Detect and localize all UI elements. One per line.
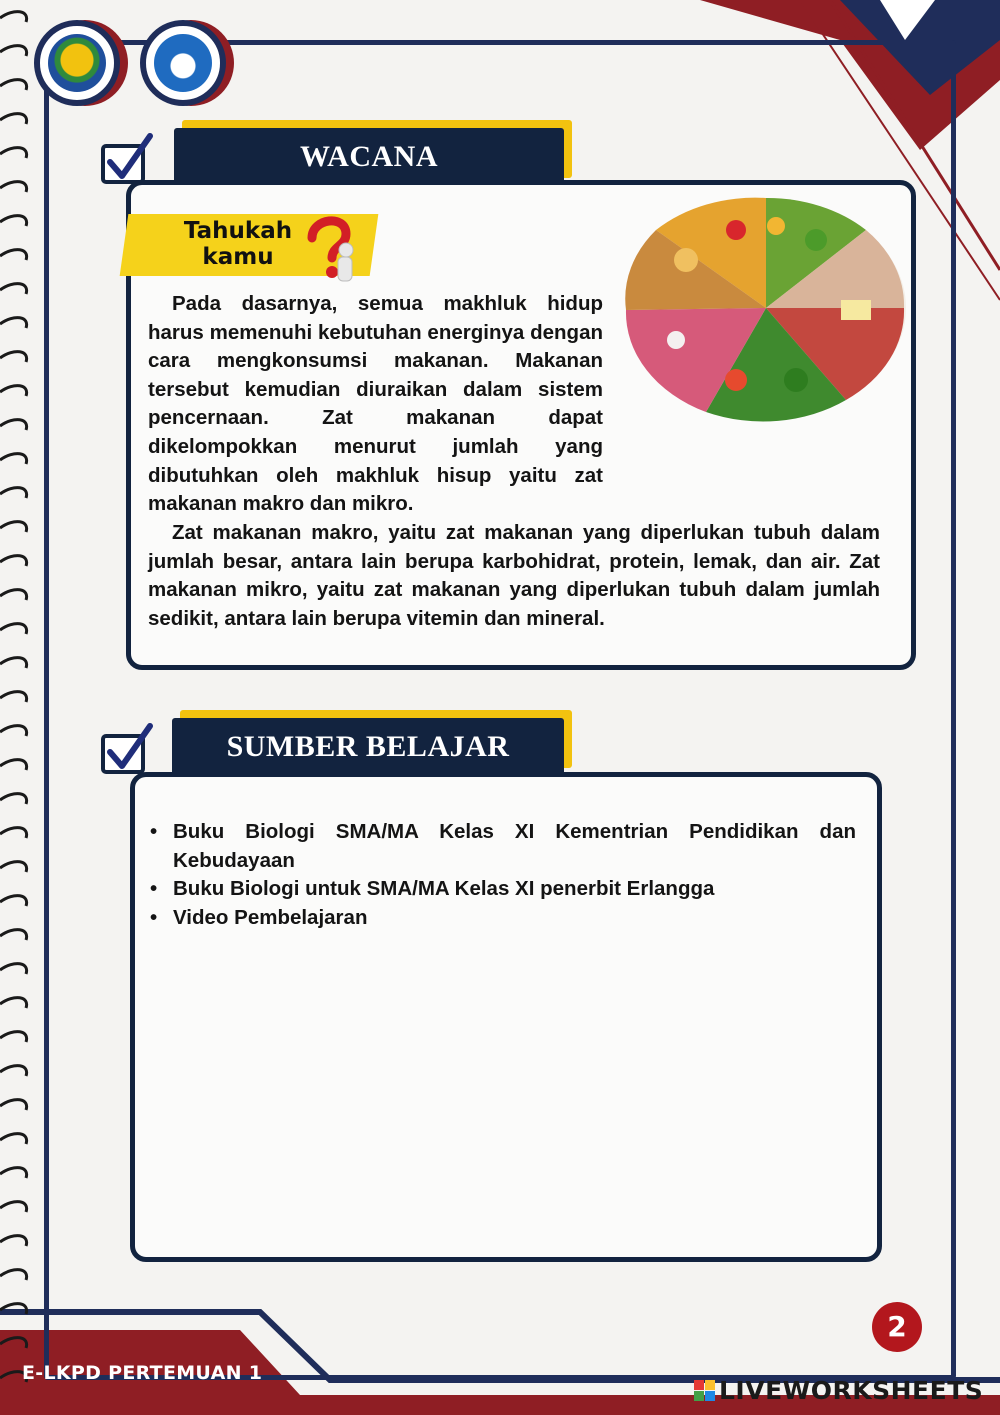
spiral-ring [0,1202,27,1212]
checkbox-icon [100,722,154,776]
paragraph-intro: Pada dasarnya, semua makhluk hidup harus memenuhi kebutuhan energinya dengan cara mengkonsumsi makanan. Makanan tersebut kemudian diuraikan dalam sistem pencernaan. Zat makanan dapat dikelompokkan menurut jumlah yang dibutuhkan oleh makhluk hisup yaitu zat makanan makro dan mikro. [148,292,603,516]
list-item: • Buku Biologi SMA/MA Kelas XI Kementrian Pendidikan dan Kebudayaan [150,820,856,872]
page-number: 2 [872,1302,922,1352]
spiral-ring [0,930,27,940]
spiral-ring [0,590,27,600]
thinking-person-icon [298,208,368,288]
spiral-ring [0,862,27,872]
spiral-ring [0,420,27,430]
spiral-ring [0,1134,27,1144]
spiral-ring [0,1270,27,1280]
spiral-ring [0,488,27,498]
list-item: • Buku Biologi untuk SMA/MA Kelas XI penerbit Erlangga [150,877,715,901]
spiral-ring [0,352,27,362]
spiral-ring [0,896,27,906]
spiral-ring [0,556,27,566]
spiral-ring [0,624,27,634]
spiral-ring [0,12,27,22]
footer-label: E-LKPD PERTEMUAN 1 [22,1362,263,1384]
spiral-ring [0,658,27,668]
school-logo [34,20,120,106]
spiral-ring [0,828,27,838]
spiral-ring [0,1338,27,1348]
spiral-ring [0,1304,27,1314]
list-item: • Video Pembelajaran [150,905,368,929]
liveworksheets-blocks-icon [694,1380,715,1401]
food-groups-image [616,190,908,422]
spiral-ring [0,794,27,804]
spiral-ring [0,1032,27,1042]
spiral-ring [0,318,27,328]
spiral-ring [0,1236,27,1246]
spiral-binding [0,0,40,1415]
liveworksheets-logo[interactable] [694,1372,983,1408]
spiral-ring [0,1100,27,1110]
spiral-ring [0,216,27,226]
spiral-ring [0,1168,27,1178]
paragraph-macro-micro: Zat makanan makro, yaitu zat makanan yang diperlukan tubuh dalam jumlah besar, antara lain berupa karbohidrat, protein, lemak, dan air. Zat makanan mikro, yaitu zat makanan yang diperlukan tubuh dalam jumlah sedikit, antara lain berupa vitemin dan mineral. [148,521,880,630]
spiral-ring [0,454,27,464]
spiral-ring [0,998,27,1008]
spiral-ring [0,760,27,770]
spiral-ring [0,46,27,56]
spiral-ring [0,522,27,532]
source-list [148,818,856,932]
ministry-logo [140,20,226,106]
spiral-ring [0,692,27,702]
did-you-know-badge: Tahukah kamu [183,218,293,270]
spiral-ring [0,1066,27,1076]
spiral-ring [0,964,27,974]
spiral-ring [0,726,27,736]
spiral-ring [0,148,27,158]
spiral-ring [0,386,27,396]
spiral-ring [0,182,27,192]
section-title-sumber-belajar: SUMBER BELAJAR [172,718,564,776]
spiral-ring [0,284,27,294]
liveworksheets-brand: LIVEWORKSHEETS [719,1375,984,1405]
section-title-wacana: WACANA [174,128,564,186]
checkbox-icon [100,132,154,186]
spiral-ring [0,114,27,124]
spiral-ring [0,250,27,260]
spiral-ring [0,80,27,90]
